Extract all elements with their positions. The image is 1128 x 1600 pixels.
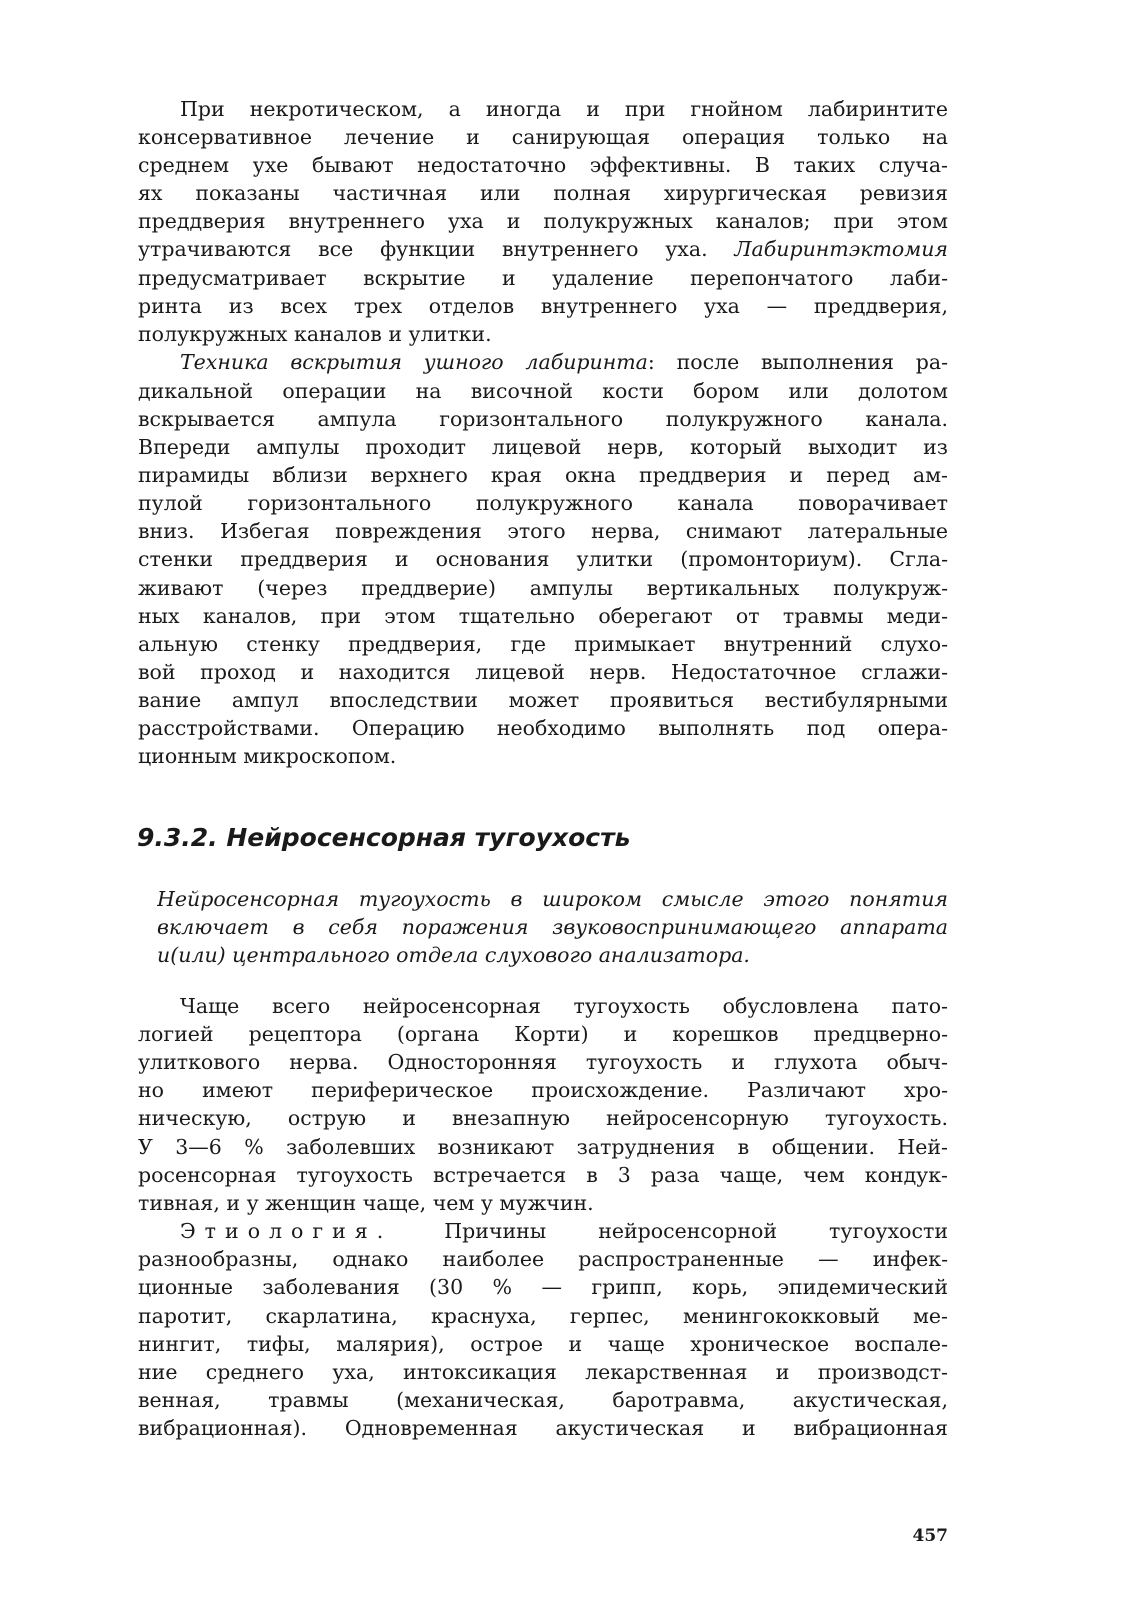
text-line: улиткового нерва. Односторонняя тугоухость и глухота обыч-: [138, 1050, 948, 1074]
text-line: среднем ухе бывают недостаточно эффективны. В таких случа-: [138, 153, 948, 177]
text-line: но имеют периферическое происхождение. Различают хро-: [138, 1078, 948, 1102]
text-line: ях показаны частичная или полная хирургическая ревизия: [138, 181, 948, 205]
text-line: пулой горизонтального полукружного канала поворачивает: [138, 491, 948, 515]
text-line: вскрывается ампула горизонтального полукружного канала.: [138, 407, 948, 431]
text-line: [138, 235, 948, 264]
text-line: [180, 348, 948, 377]
text-run: утрачиваются все функции внутреннего уха.: [138, 237, 735, 261]
text-line: паротит, скарлатина, краснуха, герпес, менингококковый ме-: [138, 1304, 948, 1328]
abstract-line: включает в себя поражения звуковоспринимающего аппарата: [157, 915, 948, 939]
text-run: : после выполнения ра-: [647, 350, 948, 374]
text-line: У 3—6 % заболевших возникают затруднения в общении. Ней-: [138, 1135, 948, 1159]
text-line: консервативное лечение и санирующая операция только на: [138, 125, 948, 149]
text-line: Впереди ампулы проходит лицевой нерв, который выходит из: [138, 435, 948, 459]
text-line: вой проход и находится лицевой нерв. Недостаточное сглажи-: [138, 660, 948, 684]
term-labyrinthectomy: Лабиринтэктомия: [734, 237, 948, 261]
text-line: нингит, тифы, малярия), острое и чаще хроническое воспале-: [138, 1332, 948, 1356]
section-heading: 9.3.2. Нейросенсорная тугоухость: [137, 823, 631, 852]
text-line: ние среднего уха, интоксикация лекарственная и производст-: [138, 1360, 948, 1384]
text-line: ционные заболевания (30 % — грипп, корь, эпидемический: [138, 1275, 948, 1299]
abstract-line: и(или) центрального отдела слухового анализатора.: [157, 943, 750, 967]
text-line: разнообразны, однако наиболее распространенные — инфек-: [138, 1247, 948, 1271]
text-line: предусматривает вскрытие и удаление перепончатого лаби-: [138, 266, 948, 290]
text-line: вибрационная). Одновременная акустическая и вибрационная: [138, 1416, 948, 1440]
text-line: ных каналов, при этом тщательно оберегают от травмы меди-: [138, 604, 948, 628]
text-line: стенки преддверия и основания улитки (промонториум). Сгла-: [138, 547, 948, 571]
text-line: расстройствами. Операцию необходимо выполнять под опера-: [138, 716, 948, 740]
text-line: вание ампул впоследствии может проявиться вестибулярными: [138, 688, 948, 712]
text-line: росенсорная тугоухость встречается в 3 раза чаще, чем кондук-: [138, 1163, 948, 1187]
term-technique: Техника вскрытия ушного лабиринта: [180, 350, 648, 374]
text-line: При некротическом, а иногда и при гнойном лабиринтите: [180, 97, 948, 121]
text-line: логией рецептора (органа Корти) и корешков предцверно-: [138, 1022, 948, 1046]
text-line: дикальной операции на височной кости бором или долотом: [138, 379, 948, 403]
text-line: полукружных каналов и улитки.: [138, 322, 492, 346]
abstract-line: Нейросенсорная тугоухость в широком смысле этого понятия: [157, 887, 948, 911]
text-line: альную стенку преддверия, где примыкает внутренний слухо-: [138, 632, 948, 656]
text-line: преддверия внутреннего уха и полукружных каналов; при этом: [138, 209, 948, 233]
text-line: ринта из всех трех отделов внутреннего уха — преддверия,: [138, 294, 948, 318]
text-line: Чаще всего нейросенсорная тугоухость обусловлена пато-: [180, 994, 948, 1018]
term-etiology: Этиология.: [180, 1219, 393, 1243]
text-line: вниз. Избегая повреждения этого нерва, снимают латеральные: [138, 519, 948, 543]
page-number: 457: [912, 1526, 948, 1546]
text-line: венная, травмы (механическая, баротравма, акустическая,: [138, 1388, 948, 1412]
text-line: тивная, и у женщин чаще, чем у мужчин.: [138, 1191, 594, 1215]
text-line: живают (через преддверие) ампулы вертикальных полукруж-: [138, 576, 948, 600]
text-line: ционным микроскопом.: [138, 744, 397, 768]
text-line: [180, 1217, 948, 1246]
text-line: ническую, острую и внезапную нейросенсорную тугоухость.: [138, 1106, 948, 1130]
text-line: пирамиды вблизи верхнего края окна преддверия и перед ам-: [138, 463, 948, 487]
text-run: Причины нейросенсорной тугоухости: [392, 1219, 948, 1243]
